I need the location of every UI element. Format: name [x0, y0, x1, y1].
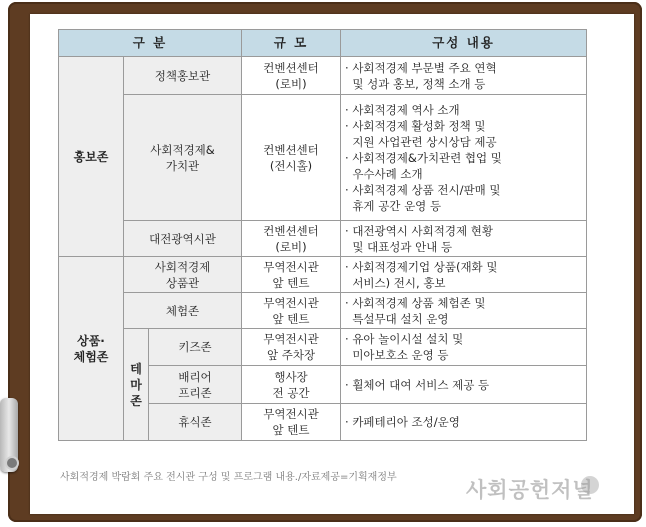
zone-label: 홍보존 — [59, 57, 124, 257]
hall-name: 사회적경제 상품관 — [124, 257, 242, 293]
hall-name: 키즈존 — [149, 329, 242, 366]
table-row — [59, 329, 587, 366]
hall-name: 체험존 — [124, 293, 242, 329]
hall-name: 휴식존 — [149, 404, 242, 441]
table-row — [59, 257, 587, 293]
header-content: 구성 내용 — [341, 30, 587, 57]
hall-name: 사회적경제& 가치관 — [124, 95, 242, 221]
hall-location: 컨벤션센터 (로비) — [242, 57, 341, 95]
hall-location: 무역전시관 앞 텐트 — [242, 257, 341, 293]
theme-zone-label: 테 마 존 — [124, 329, 149, 441]
hall-location: 무역전시관 앞 텐트 — [242, 404, 341, 441]
hall-description: · 사회적경제 상품 체험존 및 특설무대 설치 운영 — [341, 293, 587, 329]
table-row — [59, 221, 587, 257]
watermark-logo: 사회공헌저널 — [466, 478, 594, 502]
table-header-row — [59, 30, 587, 57]
header-scale: 규 모 — [242, 30, 341, 57]
header-category: 구 분 — [59, 30, 242, 57]
watermark-icon — [581, 476, 599, 494]
hall-location: 무역전시관 앞 주차장 — [242, 329, 341, 366]
hall-description: · 유아 놀이시설 설치 및 미아보호소 운영 등 — [341, 329, 587, 366]
hall-location: 컨벤션센터 (로비) — [242, 221, 341, 257]
hall-description: · 대전광역시 사회적경제 현황 및 대표성과 안내 등 — [341, 221, 587, 257]
zone-label: 상품· 체험존 — [59, 257, 124, 441]
hall-description: · 사회적경제 역사 소개 · 사회적경제 활성화 정책 및 지원 사업관련 상시상담 제공 · 사회적경제&가치관련 협업 및 우수사례 소개 · 사회적경제 상품 전시/판매 및 휴게 공간 운영 등 — [341, 95, 587, 221]
hall-name: 배리어 프리존 — [149, 366, 242, 404]
source-caption: 사회적경제 박람회 주요 전시관 구성 및 프로그램 내용./자료제공=기획재정부 — [60, 472, 397, 483]
hall-description: · 카페테리아 조성/운영 — [341, 404, 587, 441]
hall-name: 대전광역시관 — [124, 221, 242, 257]
hall-location: 행사장 전 공간 — [242, 366, 341, 404]
exhibition-table — [58, 29, 587, 441]
hall-description: · 사회적경제 부문별 주요 연혁 및 성과 홍보, 정책 소개 등 — [341, 57, 587, 95]
table-row — [59, 293, 587, 329]
clip-ring-icon — [5, 456, 19, 470]
hall-description: · 사회적경제기업 상품(재화 및 서비스) 전시, 홍보 — [341, 257, 587, 293]
table-row — [59, 57, 587, 95]
table-row — [59, 95, 587, 221]
hall-location: 컨벤션센터 (전시홀) — [242, 95, 341, 221]
hall-name: 정책홍보관 — [124, 57, 242, 95]
hall-description: · 휠체어 대여 서비스 제공 등 — [341, 366, 587, 404]
hall-location: 무역전시관 앞 텐트 — [242, 293, 341, 329]
